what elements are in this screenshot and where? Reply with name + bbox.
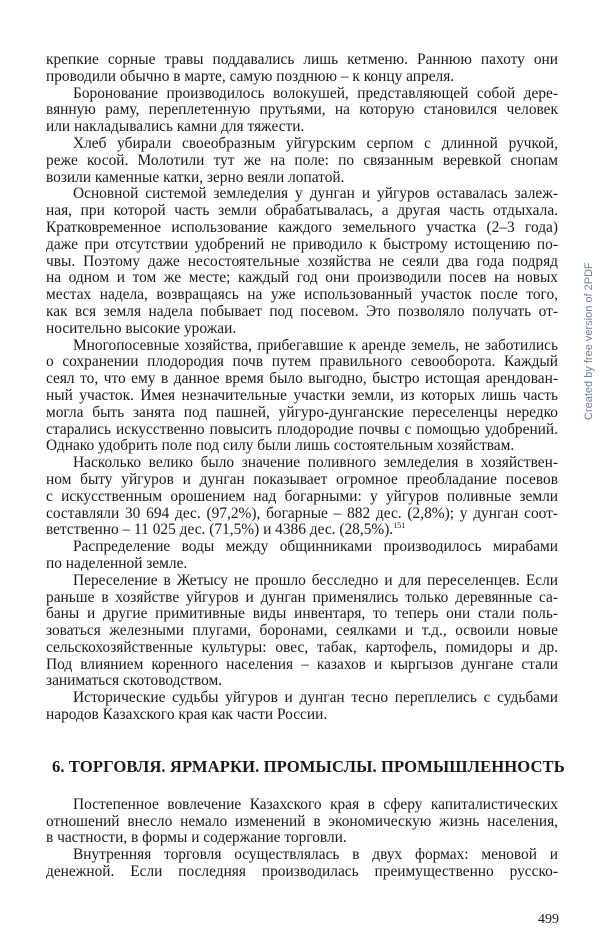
text-line	[46, 52, 558, 69]
line-text: носительно высокие урожаи.	[46, 319, 237, 337]
text-line	[46, 321, 558, 338]
watermark: Created by free version of 2PDF	[583, 262, 595, 420]
text-line	[46, 797, 558, 814]
text-line	[46, 170, 558, 187]
page-number: 499	[538, 912, 559, 927]
text-line	[46, 556, 558, 573]
line-text: проводили обычно в марте, самую позднюю – к концу апреля.	[46, 67, 455, 85]
line-text: составляли 30 694 дес. (97,2%), богарные – 882 дес. (2,8%); у дунган соот-	[46, 504, 558, 522]
text-line	[46, 830, 558, 847]
paragraph	[46, 797, 558, 847]
line-text: Многопосевные хозяйства, прибегавшие к аренде земель, не заботились	[73, 336, 558, 354]
paragraph	[46, 539, 558, 573]
paragraph	[46, 847, 558, 881]
text-line	[46, 690, 558, 707]
text-line	[46, 422, 558, 439]
text-line	[46, 186, 558, 203]
line-text: Внутренняя торговля осуществлялась в двух формах: меновой и	[73, 846, 558, 864]
text-line	[46, 506, 558, 523]
page-body	[46, 51, 565, 881]
line-text: в частности, в формы и содержание торговли.	[46, 829, 347, 847]
text-line	[46, 220, 558, 237]
text-line	[46, 573, 558, 590]
line-text: могла быть занята под пашней, уйгуро-дунганские переселенцы нередко	[46, 403, 558, 421]
line-text: ветственно – 11 025 дес. (71,5%) и 4386 дес. (28,5%).	[46, 521, 394, 539]
line-text: о сохранении плодородия почв путем правильного севооборота. Каждый	[46, 353, 558, 371]
text-line	[46, 438, 558, 455]
paragraph	[46, 690, 558, 724]
text-block-bottom	[46, 797, 558, 881]
footnote-ref: 151	[393, 521, 406, 531]
line-text: с искусственным орошением над богарными: у уйгуров поливные земли	[46, 487, 558, 505]
text-line	[46, 153, 558, 170]
section-heading: 6. ТОРГОВЛЯ. ЯРМАРКИ. ПРОМЫСЛЫ. ПРОМЫШЛЕННОСТЬ	[52, 756, 565, 776]
text-line	[46, 590, 558, 607]
line-text: Кратковременное использование каждого земельного участка (2–3 года)	[46, 218, 558, 236]
line-text: заниматься скотоводством.	[46, 672, 223, 690]
line-text: сеял то, что ему в данное время было выгодно, быстро истощая арендован-	[46, 370, 558, 388]
text-line	[46, 388, 558, 405]
line-text: ная, при которой часть земли обрабатывалась, а другая часть отдыхала.	[46, 202, 558, 220]
text-line	[46, 673, 558, 690]
text-line	[46, 270, 558, 287]
paragraph	[46, 573, 558, 691]
line-text: ный участок. Имея незначительные участки земли, из которых лишь часть	[46, 386, 558, 404]
text-line	[46, 606, 558, 623]
paragraph	[46, 86, 558, 136]
text-line	[46, 69, 558, 86]
line-text: как вся земля надела побывает под посевом. Это позволяло получать от-	[46, 302, 558, 320]
text-line	[46, 287, 558, 304]
text-line	[46, 254, 558, 271]
line-text: на одном и том же месте; каждый год они производили посев на новых	[46, 269, 558, 287]
line-text: отношений внесло немало изменений в экономическую жизнь населения,	[46, 812, 558, 830]
text-line	[46, 338, 558, 355]
line-text: зоваться железными плугами, боронами, сеялками и т.д., освоили новые	[46, 622, 558, 640]
line-text: денежной. Если последняя производилась преимущественно русско-	[46, 863, 558, 881]
line-text: Однако удобрить поле под силу были лишь состоятельным хозяйствам.	[46, 437, 515, 455]
line-text: или накладывались камни для тяжести.	[46, 118, 305, 136]
text-line	[46, 847, 558, 864]
line-text: Основной системой земледелия у дунган и уйгуров оставалась залеж-	[73, 185, 558, 203]
text-line	[46, 203, 558, 220]
line-text: возили каменные катки, зерно веяли лопатой.	[46, 168, 345, 186]
paragraph	[46, 455, 558, 539]
line-text: Переселение в Жетысу не прошло бесследно и для переселенцев. Если	[73, 571, 558, 589]
text-line	[46, 102, 558, 119]
line-text: раньше в хозяйстве уйгуров и дунган применялись только деревянные са-	[46, 588, 558, 606]
text-line	[46, 539, 558, 556]
text-line	[46, 623, 558, 640]
text-line	[46, 640, 558, 657]
line-text: даже при отсутствии удобрений не приводило к быстрому истощению по-	[46, 235, 558, 253]
line-text: старались искусственно повысить плодородие почвы с помощью удобрений.	[46, 420, 558, 438]
text-line	[46, 86, 558, 103]
line-text: чвы. Поэтому даже несостоятельные хозяйства не сеяли два года подряд	[46, 252, 558, 270]
text-line	[46, 354, 558, 371]
text-line	[46, 864, 558, 881]
line-text: реже косой. Молотили тут же на поле: по связанным веревкой снопам	[46, 151, 558, 169]
text-line	[46, 237, 558, 254]
line-text: Хлеб убирали своеобразным уйгурским серпом с длинной ручкой,	[73, 134, 558, 152]
line-text: Боронование производилось волокушей, представляющей собой дере-	[73, 84, 558, 102]
text-line	[46, 119, 558, 136]
line-text: Под влиянием коренного населения – казахов и кыргызов дунгане стали	[46, 655, 558, 673]
line-text: ном быту уйгуров и дунган показывает огромное преобладание посевов	[46, 470, 558, 488]
text-block-top	[46, 52, 558, 724]
line-text: баны и другие примитивные виды инвентаря, то теперь они стали поль-	[46, 605, 558, 623]
text-line	[46, 472, 558, 489]
line-text: народов Казахского края как части России.	[46, 706, 328, 724]
text-line	[46, 707, 558, 724]
line-text: сельскохозяйственные культуры: овес, табак, картофель, помидоры и др.	[46, 638, 558, 656]
paragraph	[46, 338, 558, 456]
line-text: Распределение воды между общинниками производилось мирабами	[73, 538, 558, 556]
text-line	[46, 489, 558, 506]
text-line	[46, 814, 558, 831]
line-text: Исторические судьбы уйгуров и дунган тесно переплелись с судьбами	[73, 689, 558, 707]
line-text: местах надела, возвращаясь на уже использованный участок после того,	[46, 286, 558, 304]
text-line	[46, 304, 558, 321]
paragraph	[46, 136, 558, 186]
text-line	[46, 371, 558, 388]
text-line	[46, 657, 558, 674]
line-text: Насколько велико было значение поливного земледелия в хозяйствен-	[73, 454, 558, 472]
line-text: по наделенной земле.	[46, 554, 188, 572]
paragraph	[46, 186, 558, 337]
line-text: Постепенное вовлечение Казахского края в сферу капиталистических	[73, 795, 558, 813]
line-text: вянную раму, переплетенную прутьями, на которую становился человек	[46, 101, 558, 119]
text-line	[46, 522, 558, 539]
text-line	[46, 136, 558, 153]
text-line	[46, 405, 558, 422]
paragraph	[46, 52, 558, 86]
text-line	[46, 455, 558, 472]
line-text: крепкие сорные травы поддавались лишь кетменю. Раннюю пахоту они	[46, 51, 558, 68]
